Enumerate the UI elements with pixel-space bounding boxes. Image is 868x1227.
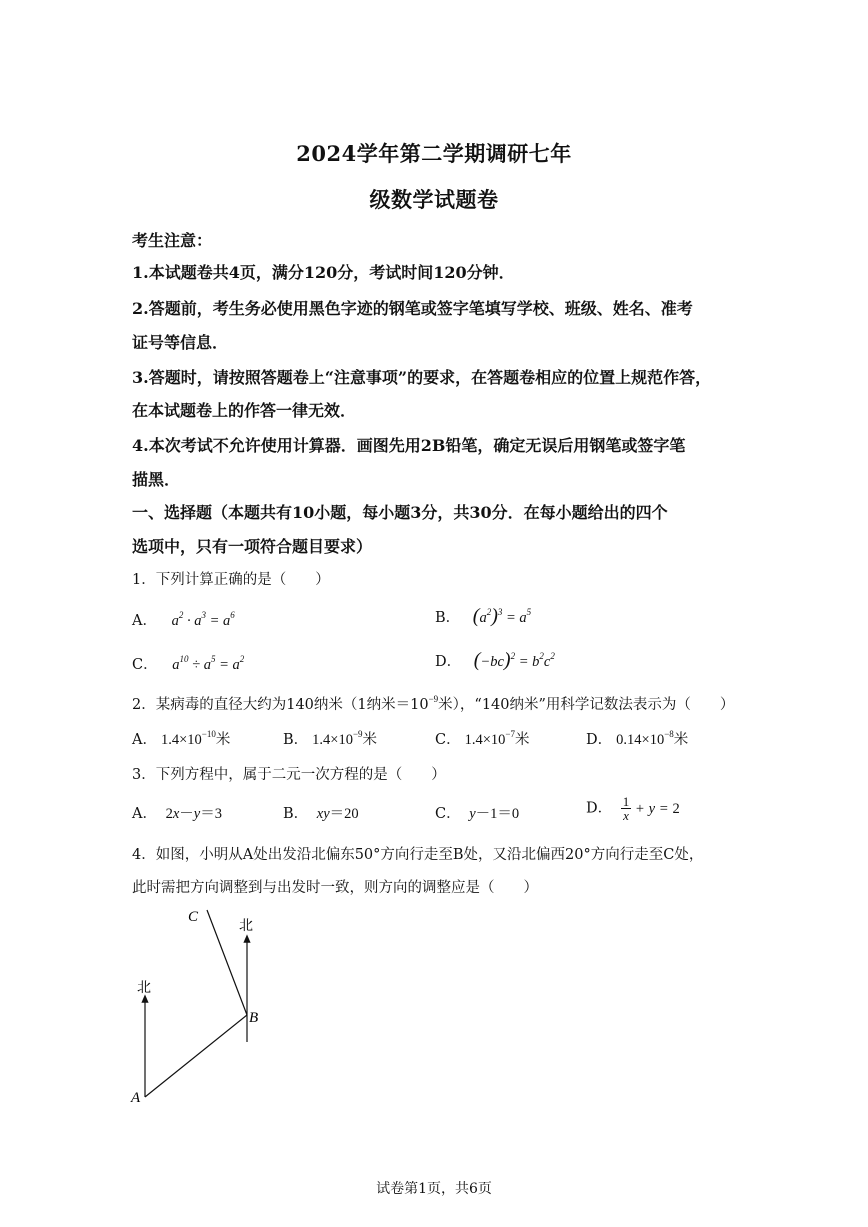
q2-option-b-exponent: −9	[352, 729, 363, 739]
q2-option-a-unit: 米	[215, 732, 231, 748]
notice-item-4b: 描黑．	[132, 470, 181, 489]
q3-option-a-equation: 2x－y＝3	[165, 806, 222, 822]
q2-option-b	[283, 728, 377, 749]
q3-option-b-label: B．	[283, 806, 309, 822]
q3-option-d-label: D．	[586, 800, 613, 817]
point-b-label: B	[249, 1010, 259, 1026]
q2-option-b-unit: 米	[362, 732, 378, 748]
notice-item-2a: 2.答题前，考生务必使用黑色字迹的钢笔或签字笔填写学校、班级、姓名、准考	[132, 299, 693, 318]
notice-heading: 考生注意：	[132, 231, 213, 250]
q2-option-d-mantissa: 0.14×10	[616, 732, 665, 748]
q4-line-2: 此时需把方向调整到与出发时一致，则方向的调整应是（ ）	[132, 880, 538, 896]
q2-stem	[132, 693, 734, 714]
q2-option-a-mantissa: 1.4×10	[160, 732, 202, 748]
q1-option-a-label: A．	[132, 613, 157, 629]
q4-line-1: 4．如图，小明从A处出发沿北偏东50°方向行走至B处，又沿北偏西20°方向行走至C处，	[132, 847, 704, 863]
q3-option-c-label: C．	[435, 806, 461, 822]
q2-option-b-label: B．	[283, 732, 309, 748]
q1-option-d-label: D．	[435, 654, 462, 670]
q2-option-c-mantissa: 1.4×10	[464, 732, 506, 748]
q2-option-b-mantissa: 1.4×10	[312, 732, 353, 748]
q2-stem-suffix: 米），“140纳米”用科学记数法表示为（ ）	[438, 697, 735, 713]
point-c-label: C	[188, 909, 199, 925]
q4-figure	[120, 900, 280, 1115]
q2-option-c-unit: 米	[515, 732, 530, 748]
section-heading-a: 一、选择题（本题共有10小题，每小题3分，共30分．在每小题给出的四个	[132, 503, 668, 522]
point-a-label: A	[131, 1090, 141, 1106]
q2-option-a	[132, 728, 230, 749]
q3-option-b	[283, 802, 359, 823]
q1-option-c	[132, 653, 244, 674]
notice-item-3b: 在本试题卷上的作答一律无效．	[132, 401, 357, 420]
q2-option-c-label: C．	[435, 732, 461, 748]
q2-option-c	[435, 728, 530, 749]
q1-option-c-expression: $a^{10} \div a^5 = a^2$	[172, 654, 245, 673]
q3-option-d	[586, 795, 680, 822]
q1-option-c-label: C．	[132, 657, 158, 673]
q3-option-c	[435, 802, 519, 823]
q2-option-a-exponent: −10	[201, 729, 216, 739]
q3-option-d-equation: $\frac{1}{x}$ + y = 2	[622, 794, 680, 823]
north-label-right: 北	[239, 919, 253, 934]
page-footer: 试卷第1页，共6页	[376, 1181, 492, 1197]
q2-option-c-exponent: −7	[505, 729, 515, 739]
notice-item-3a: 3.答题时，请按照答题卷上“注意事项”的要求，在答题卷相应的位置上规范作答，	[132, 368, 712, 387]
q3-option-c-equation: y－1＝0	[469, 806, 520, 822]
q2-option-a-label: A．	[132, 732, 157, 748]
q3-option-a-label: A．	[132, 806, 157, 822]
q3-option-a	[132, 802, 222, 823]
notice-item-1: 1.本试题卷共4页，满分120分，考试时间120分钟．	[132, 263, 515, 282]
north-label-left: 北	[137, 981, 151, 996]
q1-option-b-label: B．	[435, 610, 461, 626]
q1-option-a-expression: $a^2 \cdot a^3 = a^6$	[171, 610, 235, 629]
q2-option-d-unit: 米	[673, 732, 689, 748]
q2-stem-exponent: −9	[428, 694, 439, 704]
q2-stem-prefix: 2．某病毒的直径大约为140纳米（1纳米＝10	[132, 697, 429, 713]
q1-option-b-expression: $(a^2)^3 = a^5$	[472, 605, 532, 627]
q1-stem: 1．下列计算正确的是（ ）	[132, 572, 330, 588]
q2-option-d-label: D．	[586, 732, 613, 748]
q2-option-d	[586, 728, 688, 749]
section-heading-b: 选项中，只有一项符合题目要求）	[132, 537, 373, 556]
q1-option-a	[132, 609, 235, 630]
q2-option-d-exponent: −8	[664, 729, 674, 739]
q1-option-d	[435, 649, 555, 672]
notice-item-2b: 证号等信息．	[132, 333, 229, 352]
q3-option-b-equation: xy＝20	[316, 806, 359, 822]
q3-stem: 3．下列方程中，属于二元一次方程的是（ ）	[132, 767, 446, 783]
q1-option-d-expression: $(-bc)^2 = b^2c^2$	[473, 649, 555, 671]
notice-item-4a: 4.本次考试不允许使用计算器．画图先用2B铅笔，确定无误后用钢笔或签字笔	[132, 436, 686, 455]
title-line-1: 2024学年第二学期调研七年	[296, 141, 572, 166]
segment-ab	[145, 1015, 247, 1097]
q1-option-b	[435, 605, 531, 628]
title-line-2: 级数学试题卷	[369, 187, 499, 212]
